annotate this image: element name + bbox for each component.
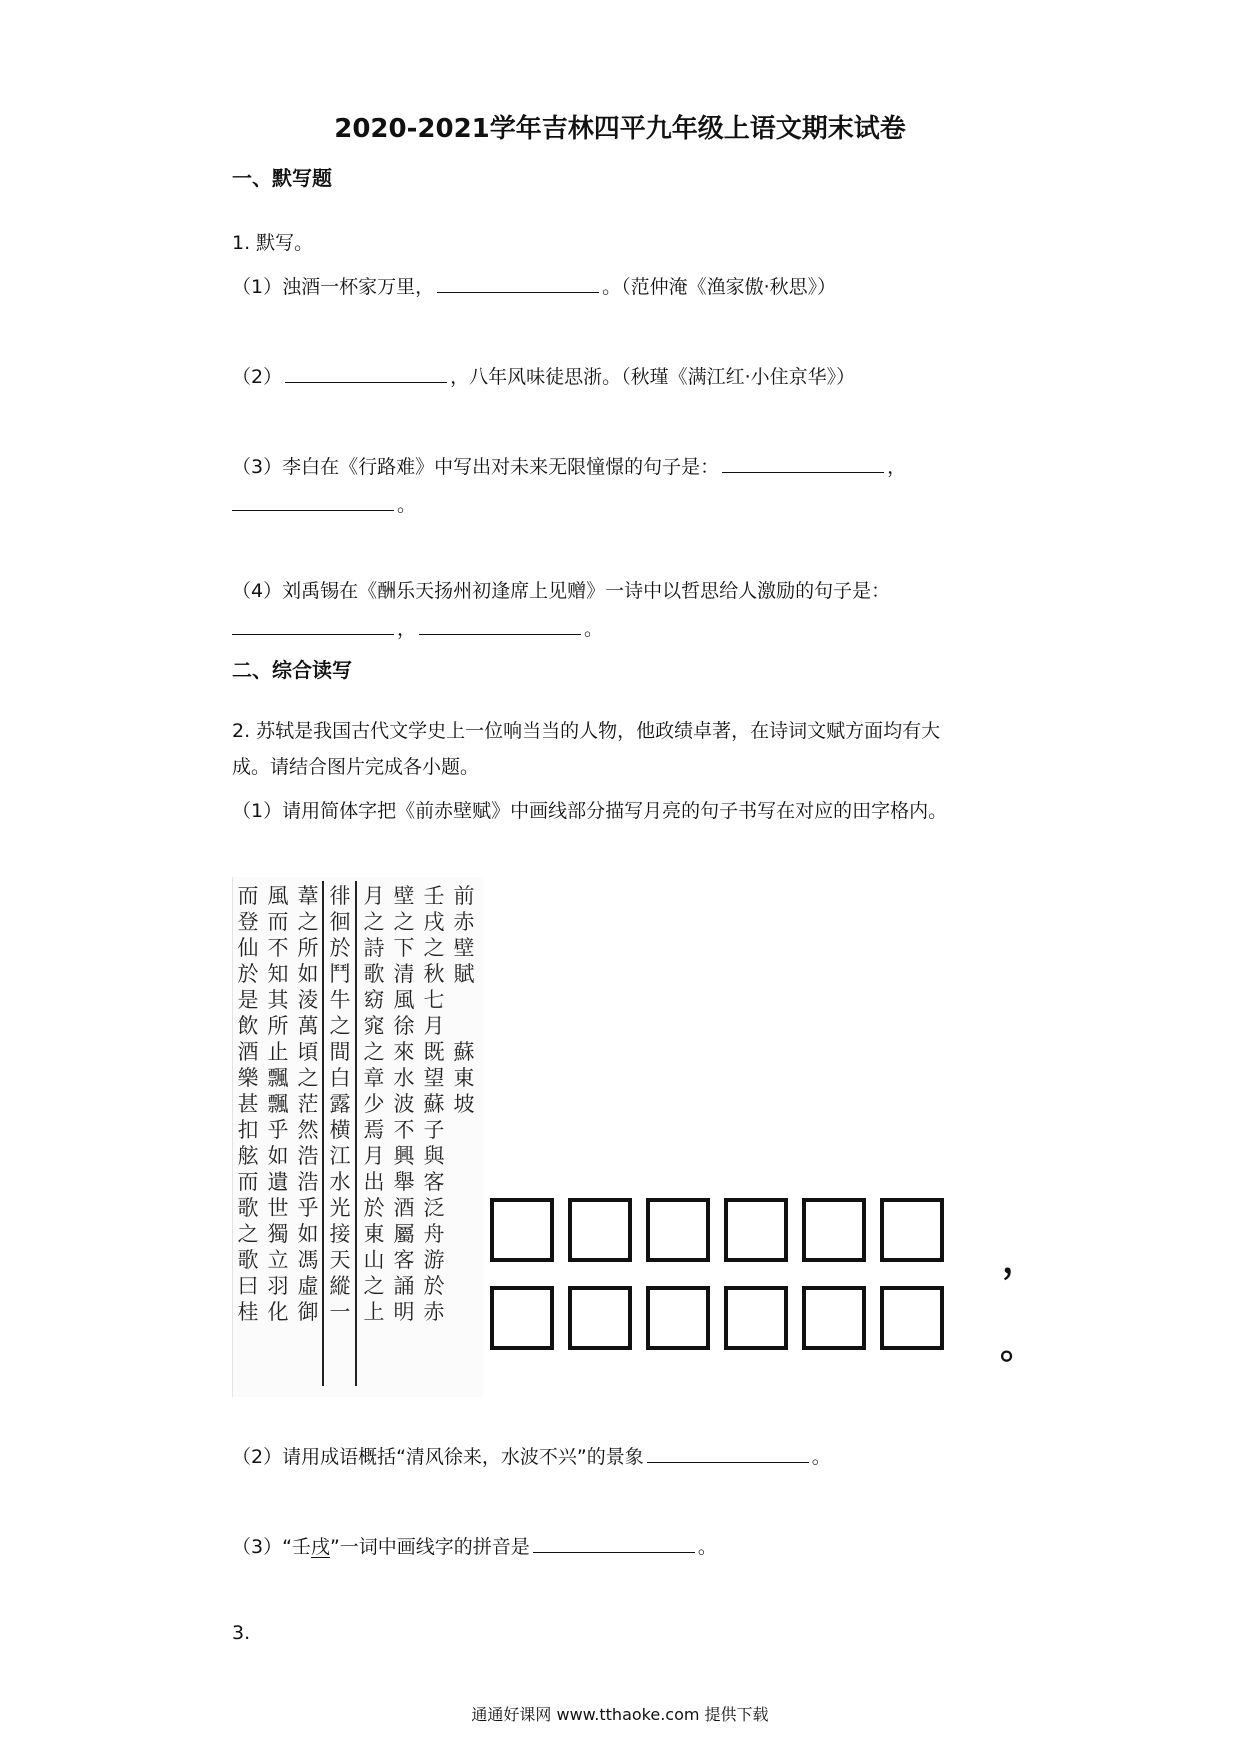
writing-box[interactable]	[724, 1198, 788, 1262]
q2-sub3-end: 。	[697, 1536, 717, 1558]
q1-item-2-prefix: （2）	[232, 366, 283, 388]
q1-item-3-line2	[232, 490, 416, 517]
section-heading-dictation: 一、默写题	[232, 166, 332, 190]
calligraphy-column: 風而不知其所止飄飄乎如遺世獨立羽化	[267, 884, 289, 1324]
grid-comma: ，	[1002, 1240, 1039, 1281]
q2-sub3-prefix: （3）“壬	[232, 1536, 311, 1558]
underline-mark	[355, 881, 357, 1386]
page-footer: 通通好课网 www.tthaoke.com 提供下载	[471, 1705, 769, 1724]
q2-sub2-end: 。	[811, 1446, 831, 1468]
writing-box[interactable]	[724, 1286, 788, 1350]
q3-heading: 3.	[232, 1622, 251, 1644]
q1-item-3-comma: ，	[887, 456, 907, 478]
answer-blank[interactable]	[722, 454, 884, 473]
writing-box[interactable]	[568, 1286, 632, 1350]
q2-sub3	[232, 1532, 717, 1559]
page-title: 2020-2021学年吉林四平九年级上语文期末试卷	[334, 114, 906, 144]
writing-box[interactable]	[802, 1198, 866, 1262]
answer-blank[interactable]	[533, 1534, 695, 1553]
answer-blank[interactable]	[419, 616, 581, 635]
writing-box[interactable]	[802, 1286, 866, 1350]
writing-box[interactable]	[490, 1198, 554, 1262]
writing-box[interactable]	[490, 1286, 554, 1350]
answer-blank[interactable]	[232, 616, 394, 635]
underlined-character: 戌	[310, 1536, 330, 1558]
q2-intro-line2: 成。请结合图片完成各小题。	[232, 756, 480, 778]
calligraphy-signature: 蘇東坡	[453, 1040, 475, 1116]
grid-period: 。	[1000, 1326, 1037, 1367]
writing-box[interactable]	[880, 1198, 944, 1262]
calligraphy-image	[232, 877, 483, 1397]
q1-item-4-end: 。	[584, 618, 604, 640]
calligraphy-column: 月之詩歌窈窕之章少焉月出於東山之上	[363, 884, 385, 1324]
q2-sub3-middle: ”一词中画线字的拼音是	[329, 1536, 530, 1558]
q1-item-1-suffix: 。（范仲淹《渔家傲·秋思》）	[602, 276, 837, 298]
calligraphy-column: 壁之下清風徐來水波不興舉酒屬客誦明	[393, 884, 415, 1324]
q1-item-1-prefix: （1）浊酒一杯家万里，	[232, 276, 435, 298]
writing-grid-row-2	[490, 1286, 958, 1350]
answer-blank[interactable]	[437, 274, 599, 293]
q2-sub2-prefix: （2）请用成语概括“清风徐来，水波不兴”的景象	[232, 1446, 644, 1468]
q1-item-2-suffix: ，八年风味徒思浙。（秋瑾《满江红·小住京华》）	[450, 366, 856, 388]
calligraphy-column: 前赤壁賦	[453, 884, 475, 986]
q1-item-1	[232, 272, 836, 299]
q1-item-4	[232, 576, 890, 603]
q2-sub1: （1）请用简体字把《前赤壁赋》中画线部分描写月亮的句子书写在对应的田字格内。	[232, 800, 948, 822]
section-heading-reading: 二、综合读写	[232, 658, 352, 682]
writing-grid-row-1	[490, 1198, 958, 1262]
calligraphy-column: 葦之所如淩萬頃之茫然浩浩乎如馮虛御	[297, 884, 319, 1324]
calligraphy-column: 壬戌之秋七月既望蘇子與客泛舟游於赤	[423, 884, 445, 1324]
writing-box[interactable]	[568, 1198, 632, 1262]
writing-box[interactable]	[880, 1286, 944, 1350]
writing-box[interactable]	[646, 1286, 710, 1350]
answer-blank[interactable]	[285, 364, 447, 383]
q1-item-3-end: 。	[397, 494, 417, 516]
q1-item-4-comma: ，	[397, 618, 417, 640]
calligraphy-column: 徘徊於鬥牛之間白露横江水光接天縱一	[329, 884, 351, 1324]
q1-heading: 1. 默写。	[232, 232, 314, 254]
q1-item-4-prefix: （4）刘禹锡在《酬乐天扬州初逢席上见赠》一诗中以哲思给人激励的句子是：	[232, 580, 891, 602]
calligraphy-column: 而登仙於是飲酒樂甚扣舷而歌之歌曰桂	[237, 884, 259, 1324]
q1-item-3-prefix: （3）李白在《行路难》中写出对未来无限憧憬的句子是：	[232, 456, 720, 478]
q1-item-3	[232, 452, 906, 479]
q1-item-2	[232, 362, 855, 389]
answer-blank[interactable]	[647, 1444, 809, 1463]
answer-blank[interactable]	[232, 492, 394, 511]
q1-item-4-line2	[232, 614, 603, 641]
q2-sub2	[232, 1442, 831, 1469]
writing-box[interactable]	[646, 1198, 710, 1262]
q2-intro-line1: 2. 苏轼是我国古代文学史上一位响当当的人物，他政绩卓著，在诗词文赋方面均有大	[232, 720, 941, 742]
